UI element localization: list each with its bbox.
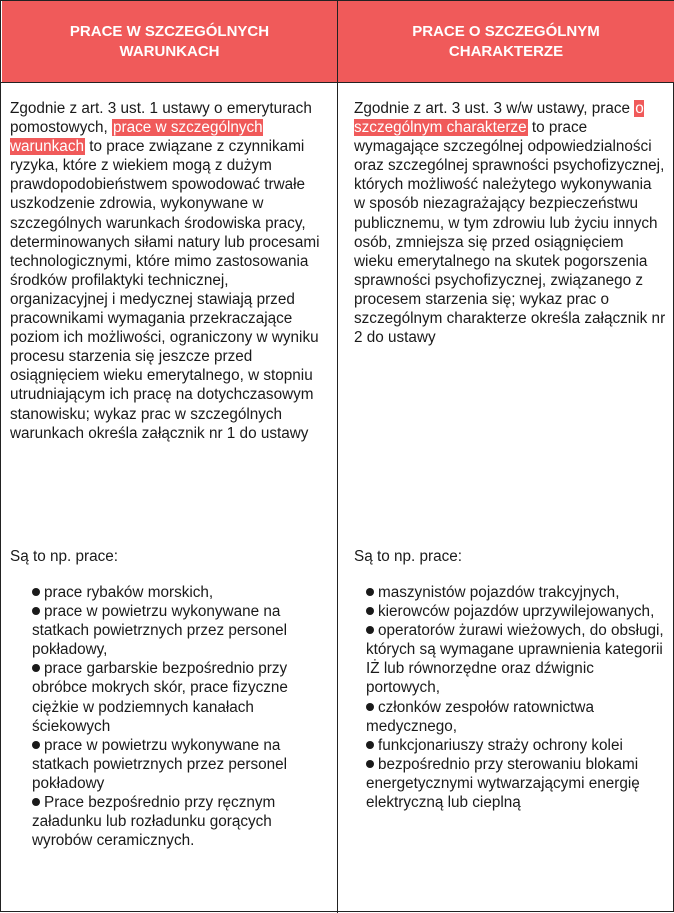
list-item-text: prace garbarskie bezpośrednio przy obróbce mokrych skór, prace fizyczne ciężkie w podziemnych kanałach ściekowych bbox=[32, 660, 288, 735]
list-item-text: kierowców pojazdów uprzywilejowanych, bbox=[378, 603, 655, 621]
bullet-icon bbox=[32, 798, 40, 806]
right-definition-before: Zgodnie z art. 3 ust. 3 w/w ustawy, prace bbox=[354, 100, 635, 117]
bullet-icon bbox=[366, 626, 374, 634]
left-column-title: PRACE W SZCZEGÓLNYCH WARUNKACH bbox=[69, 22, 270, 60]
list-item bbox=[366, 602, 664, 621]
list-item-text: prace w powietrzu wykonywane na statkach powietrznych przez personel pokładowy, bbox=[32, 603, 288, 659]
list-item bbox=[366, 583, 664, 602]
left-examples-list bbox=[32, 583, 327, 850]
list-item bbox=[32, 583, 327, 602]
bullet-icon bbox=[366, 760, 374, 768]
list-item-text: Prace bezpośrednio przy ręcznym załadunku lub rozładunku gorących wyrobów ceramicznych. bbox=[32, 794, 276, 850]
left-examples-intro: Są to np. prace: bbox=[10, 548, 118, 565]
list-item-text: maszynistów pojazdów trakcyjnych, bbox=[378, 584, 620, 601]
list-item-text: członków zespołów ratownictwa medycznego, bbox=[366, 698, 594, 735]
list-item bbox=[32, 793, 327, 850]
bullet-icon bbox=[32, 588, 40, 596]
list-item-text: operatorów żurawi wieżowych, do obsługi, których są wymagane uprawnienia kategorii IŻ lub równorzędne oraz dźwignic portowych, bbox=[366, 622, 664, 697]
bullet-icon bbox=[32, 607, 40, 615]
bullet-icon bbox=[32, 741, 40, 749]
list-item bbox=[32, 736, 327, 793]
list-item bbox=[366, 621, 664, 697]
left-column-header bbox=[2, 1, 337, 82]
right-column-title: PRACE O SZCZEGÓLNYM CHARAKTERZE bbox=[412, 22, 600, 60]
left-column-body bbox=[2, 83, 337, 910]
left-definition bbox=[10, 99, 329, 443]
list-item bbox=[366, 698, 664, 736]
right-column-header bbox=[338, 1, 674, 82]
list-item bbox=[32, 659, 327, 735]
list-item-text: bezpośrednio przy sterowaniu blokami energetycznymi wytwarzającymi energię elektryczną lub cieplną bbox=[366, 755, 640, 812]
list-item bbox=[32, 602, 327, 659]
list-item-text: prace w powietrzu wykonywane na statkach powietrznych przez personel pokładowy bbox=[32, 736, 288, 792]
left-definition-highlight: prace w szczególnych warunkach bbox=[10, 119, 263, 156]
left-definition-before: Zgodnie z art. 3 ust. 1 ustawy o emeryturach pomostowych, bbox=[10, 100, 312, 137]
bullet-icon bbox=[366, 588, 374, 596]
right-column-body bbox=[338, 83, 674, 910]
bullet-icon bbox=[366, 607, 374, 615]
list-item-text: funkcjonariuszy straży ochrony kolei bbox=[378, 736, 623, 754]
right-definition bbox=[354, 99, 666, 347]
right-definition-after: to prace wymagające szczególnej odpowiedzialności oraz szczególnej sprawności psychofizycznej, których możliwość należytego wykonywania w sposób niezagrażający bezpieczeństwu publicznemu, w tym zdrowiu lub życiu innych osób, zmniejsza się przed osiągnięciem wieku emerytalnego na skutek pogorszenia sprawności psychofizycznej, związanego z procesem starzenia się; wykaz prac o szczególnym charakterze określa załącznik nr 2 do ustawy bbox=[354, 119, 666, 347]
bullet-icon bbox=[366, 703, 374, 711]
bullet-icon bbox=[32, 664, 40, 672]
list-item-text: prace rybaków morskich, bbox=[44, 584, 214, 601]
right-examples-intro: Są to np. prace: bbox=[354, 548, 462, 565]
right-examples-list bbox=[366, 583, 664, 812]
list-item bbox=[366, 736, 664, 755]
right-definition-highlight: o szczególnym charakterze bbox=[354, 100, 644, 137]
left-definition-after: to prace związane z czynnikami ryzyka, które z wiekiem mogą z dużym prawdopodobieństwem spowodować trwałe uszkodzenie zdrowia, wykonywane w szczególnych warunkach środowiska pracy, determinowanych siłami natury lub procesami technologicznymi, które mimo zastosowania środków profilaktyki technicznej, organizacyjnej i medycznej stawiają przed pracownikami wymagania przekraczające poziom ich możliwości, ograniczony w wyniku procesu starzenia się jeszcze przed osiągnięciem wieku emerytalnego, w stopniu utrudniającym ich pracę na dotychczasowym stanowisku; wykaz prac w szczególnych warunkach określa załącznik nr 1 do ustawy bbox=[10, 138, 320, 442]
list-item bbox=[366, 755, 664, 812]
bullet-icon bbox=[366, 741, 374, 749]
